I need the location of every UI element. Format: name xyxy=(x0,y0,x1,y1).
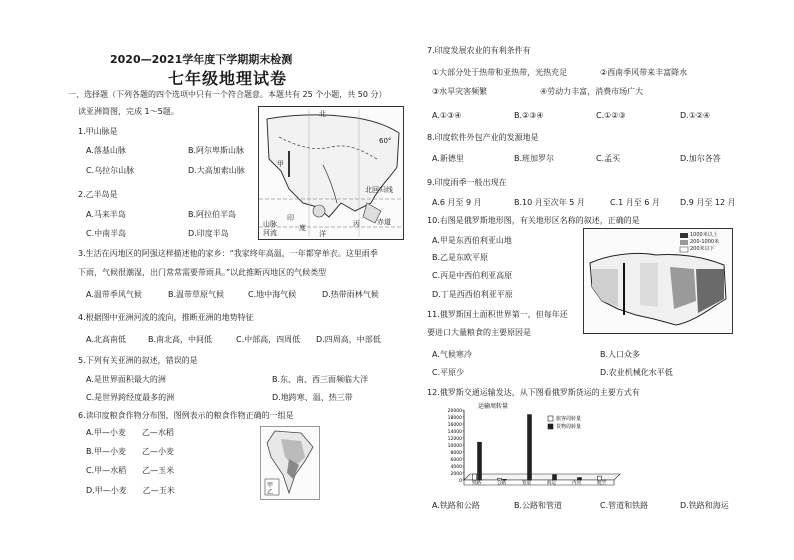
russia-legend-1: 1000米以上 xyxy=(690,232,718,238)
chart-legend-swatch xyxy=(548,416,553,421)
q4-option-a[interactable]: A.北高南低 xyxy=(86,335,126,344)
q3-option-a[interactable]: A.温带季风气候 xyxy=(86,290,142,299)
chart-category-label: 内河 xyxy=(572,481,581,487)
q7-choice-3: ③水旱灾害频繁 xyxy=(432,87,488,96)
russia-legend-3: 200米以下 xyxy=(690,246,715,252)
india-legend-yi: 乙 xyxy=(267,489,274,496)
q2-option-b[interactable]: B.阿拉伯半岛 xyxy=(188,210,237,219)
q7-option-b[interactable]: B.②③④ xyxy=(514,111,544,120)
q12-stem: 12.俄罗斯交通运输发达，从下图看俄罗斯货运的主要方式有 xyxy=(427,388,640,397)
chart-legend-swatch xyxy=(548,424,553,429)
transport-chart xyxy=(438,400,622,496)
q5-option-d[interactable]: D.地跨寒、温、热三带 xyxy=(272,393,353,402)
q9-stem: 9.印度雨季一般出现在 xyxy=(427,178,507,187)
chart-bar xyxy=(498,478,502,480)
q3-line2: 下雨，气候很潮湿，出门常常需要带雨具。”以此推断丙地区的气候类型 xyxy=(78,268,327,277)
q4-option-c[interactable]: C.中部高，四周低 xyxy=(236,335,301,344)
q12-option-b[interactable]: B.公路和管道 xyxy=(514,501,563,510)
chart-title: 运输周转量 xyxy=(478,403,509,410)
q8-stem: 8.印度软件外包产业的发源地是 xyxy=(427,133,539,142)
legend-mountain: 山脉 xyxy=(263,220,277,228)
russia-map xyxy=(583,228,733,334)
q4-option-b[interactable]: B.南北高，中间低 xyxy=(148,335,213,344)
chart-ytick-label: 0 xyxy=(459,479,462,484)
legend-river: 河流 xyxy=(263,229,277,237)
q6-option-d[interactable]: D.甲—小麦 乙—玉米 xyxy=(86,486,175,495)
chart-ytick-label: 16000 xyxy=(447,423,462,428)
q1-stem: 1.甲山脉是 xyxy=(78,127,118,136)
q10-option-a[interactable]: A.甲是东西伯利亚山地 xyxy=(432,236,512,245)
chart-legend-label: 货物周转量 xyxy=(556,424,582,430)
q3-option-d[interactable]: D.热带雨林气候 xyxy=(322,290,379,299)
q10-option-d[interactable]: D.丁是西西伯利亚平原 xyxy=(432,290,513,299)
map-equator-label: 赤道 xyxy=(377,218,391,226)
chart-ytick-label: 12000 xyxy=(447,437,462,442)
chart-bar xyxy=(473,474,477,480)
q7-choice-2: ②西南季风带来丰富降水 xyxy=(600,68,688,77)
q5-option-b[interactable]: B.东、南、西三面频临大洋 xyxy=(272,375,369,384)
chart-ytick-label: 14000 xyxy=(447,430,462,435)
q4-stem: 4.根据图中亚洲河流的流向，推断亚洲的地势特征 xyxy=(78,313,254,322)
asia-map xyxy=(258,106,404,240)
chart-ytick-label: 18000 xyxy=(447,416,462,421)
chart-ytick-label: 10000 xyxy=(447,444,462,449)
map-yin-label: 印 xyxy=(287,214,294,222)
q7-choice-1: ①大部分处于热带和亚热带，光热充足 xyxy=(432,68,568,77)
q2-option-d[interactable]: D.印度半岛 xyxy=(188,229,229,238)
exam-title: 2020—2021学年度下学期期末检测 xyxy=(110,53,293,66)
q8-option-d[interactable]: D.加尔各答 xyxy=(680,154,721,163)
q8-option-b[interactable]: B.班加罗尔 xyxy=(514,154,555,163)
q1-option-d[interactable]: D.大高加索山脉 xyxy=(188,166,245,175)
map-jia-label: 甲 xyxy=(277,160,284,168)
chart-x-axis xyxy=(464,480,614,485)
q7-option-d[interactable]: D.①②④ xyxy=(680,111,711,120)
chart-x-base xyxy=(464,474,620,480)
q5-option-c[interactable]: C.是世界跨经度最多的洲 xyxy=(86,393,175,402)
q6-option-b[interactable]: B.甲—小麦 乙—小麦 xyxy=(86,447,175,456)
q7-stem: 7.印度发展农业的有利条件有 xyxy=(427,46,531,55)
q2-option-a[interactable]: A.马来半岛 xyxy=(86,210,126,219)
q11-option-b[interactable]: B.人口众多 xyxy=(600,350,641,359)
q11-line1: 11.俄罗斯国土面积世界第一，但每年还 xyxy=(427,310,568,319)
asia-intro: 读亚洲简图，完成 1～5题。 xyxy=(78,107,179,116)
q9-option-c[interactable]: C.1 月至 6 月 xyxy=(610,198,660,207)
q11-option-c[interactable]: C.平原少 xyxy=(432,368,465,377)
q5-stem: 5.下列有关亚洲的叙述，错误的是 xyxy=(78,356,198,365)
chart-bar xyxy=(598,476,602,480)
q11-line2: 要进口大量粮食的主要原因是 xyxy=(427,328,531,337)
chart-bar xyxy=(528,415,532,480)
q2-stem: 2.乙半岛是 xyxy=(78,190,118,199)
chart-ytick-label: 8000 xyxy=(450,451,462,456)
q12-option-d[interactable]: D.铁路和海运 xyxy=(680,501,729,510)
q9-option-d[interactable]: D.9 月至 12 月 xyxy=(680,198,736,207)
chart-bar xyxy=(478,442,482,480)
map-north-label: 北 xyxy=(319,110,326,118)
chart-category-label: 公路 xyxy=(497,481,506,487)
map-yang-label: 洋 xyxy=(319,230,326,238)
q10-option-c[interactable]: C.丙是中西伯利亚高原 xyxy=(432,271,513,280)
q10-option-b[interactable]: B.乙是东欧平原 xyxy=(432,253,489,262)
q4-option-d[interactable]: D.四周高，中部低 xyxy=(316,335,381,344)
q12-option-c[interactable]: C.管道和铁路 xyxy=(600,501,649,510)
q12-option-a[interactable]: A.铁路和公路 xyxy=(432,501,480,510)
chart-bar xyxy=(503,479,507,480)
map-du-label: 度 xyxy=(299,224,306,232)
q8-option-a[interactable]: A.新德里 xyxy=(432,154,464,163)
q6-option-c[interactable]: C.甲—水稻 乙—玉米 xyxy=(86,466,175,475)
map-tropic-label: 北回归线 xyxy=(365,186,393,194)
chart-ytick-label: 4000 xyxy=(450,465,462,470)
chart-category-label: 铁路 xyxy=(472,481,481,487)
chart-category-label: 海运 xyxy=(547,481,556,487)
section-heading: 一、选择题（下列各题的四个选项中只有一个符合题意。本题共有 25 个小题，共 50 分） xyxy=(68,90,387,99)
q7-option-c[interactable]: C.①②③ xyxy=(596,111,626,120)
india-legend-jia: 甲 xyxy=(267,482,274,489)
q9-option-b[interactable]: B.10 月至次年 5 月 xyxy=(514,198,585,207)
q7-option-a[interactable]: A.①③④ xyxy=(432,111,462,120)
india-map xyxy=(260,426,320,500)
q8-option-c[interactable]: C.孟买 xyxy=(596,154,621,163)
map-lat-label: 60° xyxy=(379,137,392,145)
q9-option-a[interactable]: A.6 月至 9 月 xyxy=(432,198,482,207)
map-bing-label: 丙 xyxy=(353,220,360,228)
chart-bar xyxy=(578,478,582,480)
q3-option-b[interactable]: B.温带草原气候 xyxy=(168,290,225,299)
chart-legend-label: 旅客周转量 xyxy=(556,416,582,422)
q7-choice-4: ④劳动力丰富，消费市场广大 xyxy=(540,87,644,96)
chart-ytick-label: 20000 xyxy=(447,409,462,414)
q1-option-c[interactable]: C.乌拉尔山脉 xyxy=(86,166,135,175)
q3-line1: 3.生活在丙地区的阿强这样描述他的家乡：“我家终年高温，一年都穿单衣。这里雨季 xyxy=(78,249,378,258)
q6-option-a[interactable]: A.甲—小麦 乙—水稻 xyxy=(86,428,174,437)
chart-category-label: 管道 xyxy=(522,481,531,487)
chart-ytick-label: 6000 xyxy=(450,458,462,463)
q1-option-a[interactable]: A.落基山脉 xyxy=(86,146,126,155)
q10-stem: 10.右图是俄罗斯地形图，有关地形区名称的叙述，正确的是 xyxy=(427,216,640,225)
russia-legend-2: 200-1000米 xyxy=(690,239,720,245)
chart-category-label: 航空 xyxy=(597,481,606,487)
q2-option-c[interactable]: C.中南半岛 xyxy=(86,229,127,238)
chart-ytick-label: 2000 xyxy=(450,472,462,477)
q5-option-a[interactable]: A.是世界面积最大的洲 xyxy=(86,375,166,384)
q11-option-a[interactable]: A.气候寒冷 xyxy=(432,350,472,359)
q6-stem: 6.读印度粮食作物分布图，图例表示的粮食作物正确的一组是 xyxy=(78,411,294,420)
chart-bar xyxy=(553,475,557,480)
subject-title: 七年级地理试卷 xyxy=(168,69,288,88)
q1-option-b[interactable]: B.阿尔卑斯山脉 xyxy=(188,146,245,155)
q3-option-c[interactable]: C.地中海气候 xyxy=(248,290,297,299)
q11-option-d[interactable]: D.农业机械化水平低 xyxy=(600,368,673,377)
